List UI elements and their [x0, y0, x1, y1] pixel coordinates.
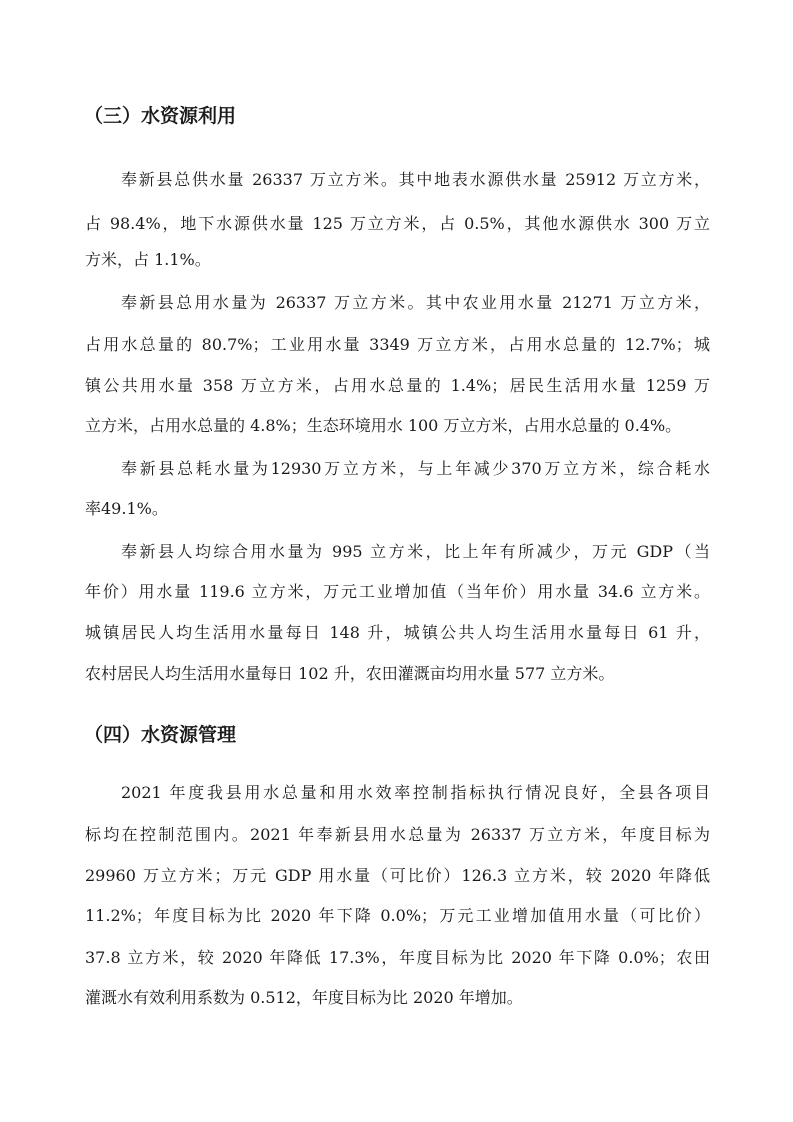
text-line: 占用水总量的 80.7%；工业用水量 3349 万立方米，占用水总量的 12.7%；城 — [85, 335, 710, 354]
text-line: 37.8 立方米，较 2020 年降低 17.3%，年度目标为比 2020 年下降 0.0%；农田 — [85, 948, 710, 967]
text-line: 年价）用水量 119.6 立方米，万元工业增加值（当年价）用水量 34.6 立方米。 — [85, 582, 710, 601]
text-line: 镇公共用水量 358 万立方米，占用水总量的 1.4%；居民生活用水量 1259 万 — [85, 376, 710, 395]
text-line: 率49.1%。 — [85, 499, 168, 518]
text-line: 奉新县总耗水量为12930万立方米，与上年减少370万立方米，综合耗水 — [121, 459, 710, 478]
text-line: 城镇居民人均生活用水量每日 148 升，城镇公共人均生活用水量每日 61 升， — [85, 623, 710, 642]
text-line: 方米，占 1.1%。 — [85, 250, 211, 269]
text-line: 2021 年度我县用水总量和用水效率控制指标执行情况良好，全县各项目 — [121, 783, 710, 802]
text-line: 29960 万立方米；万元 GDP 用水量（可比价）126.3 立方米，较 2020 年降低 — [85, 866, 710, 885]
text-line: 灌溉水有效利用系数为 0.512，年度目标为比 2020 年增加。 — [85, 988, 523, 1007]
text-line: 奉新县人均综合用水量为 995 立方米，比上年有所减少，万元 GDP（当 — [121, 542, 710, 561]
section-heading: （三）水资源利用 — [84, 105, 237, 127]
text-line: 奉新县总用水量为 26337 万立方米。其中农业用水量 21271 万立方米， — [121, 293, 710, 312]
text-line: 奉新县总供水量 26337 万立方米。其中地表水源供水量 25912 万立方米， — [121, 170, 710, 189]
text-line: 标均在控制范围内。2021 年奉新县用水总量为 26337 万立方米，年度目标为 — [85, 825, 710, 844]
text-line: 占 98.4%，地下水源供水量 125 万立方米，占 0.5%，其他水源供水 300 万立 — [85, 214, 710, 233]
section-heading: （四）水资源管理 — [84, 724, 237, 746]
text-line: 立方米，占用水总量的 4.8%；生态环境用水 100 万立方米，占用水总量的 0.4%。 — [85, 416, 682, 435]
text-line: 农村居民人均生活用水量每日 102 升，农田灌溉亩均用水量 577 立方米。 — [85, 664, 615, 683]
text-line: 11.2%；年度目标为比 2020 年下降 0.0%；万元工业增加值用水量（可比价） — [85, 906, 710, 925]
